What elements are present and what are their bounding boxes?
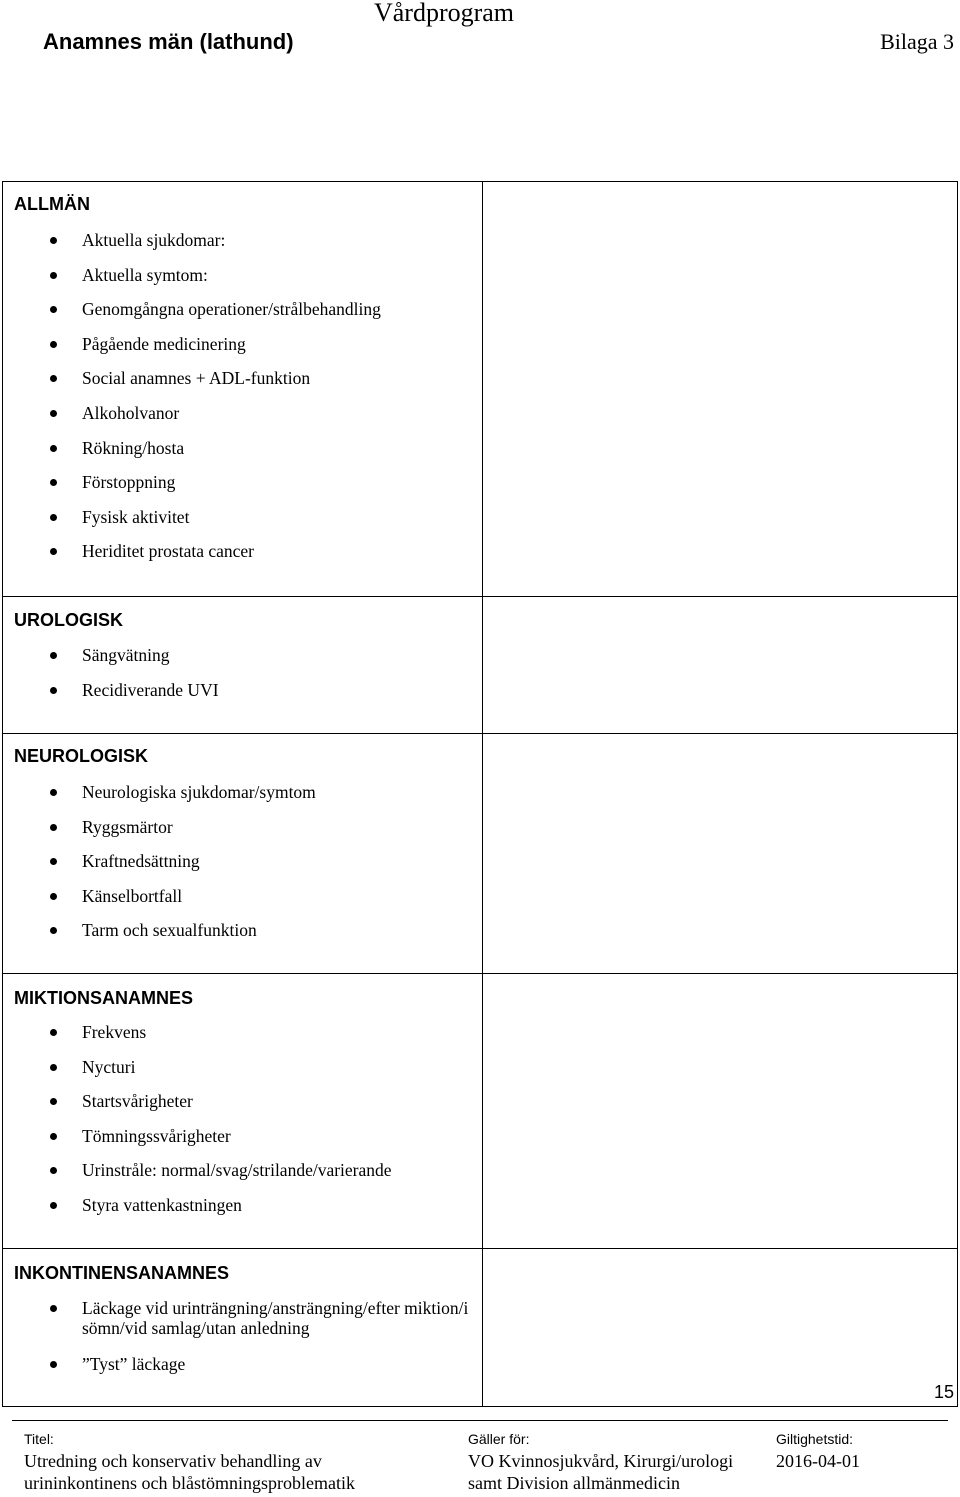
bullet-icon xyxy=(50,1361,57,1368)
list-item xyxy=(3,1022,392,1057)
footer-applies-label: Gäller för: xyxy=(468,1431,530,1447)
footer-title-value xyxy=(24,1450,355,1494)
list-item xyxy=(3,782,316,817)
bullet-icon xyxy=(50,1098,57,1105)
list-item xyxy=(3,1126,392,1161)
item-label: Känselbortfall xyxy=(82,885,183,906)
list-item xyxy=(3,851,316,886)
bullet-icon xyxy=(50,893,57,900)
bullet-icon xyxy=(50,375,57,382)
item-label: Ryggsmärtor xyxy=(82,816,173,837)
item-label: Urinstråle: normal/svag/strilande/varierande xyxy=(82,1160,392,1181)
item-label: Neurologiska sjukdomar/symtom xyxy=(82,782,316,802)
item-label: Rökning/hosta xyxy=(82,437,185,458)
item-label: Genomgångna operationer/strålbehandling xyxy=(82,299,381,320)
item-label: Alkoholvanor xyxy=(82,402,180,423)
item-label: Läckage vid urinträngning/ansträngning/efter miktion/i sömn/vid samlag/utan anledning xyxy=(82,1298,469,1338)
item-label: Aktuella sjukdomar: xyxy=(82,230,226,250)
section-heading: UROLOGISK xyxy=(14,610,124,630)
item-label: Kraftnedsättning xyxy=(82,851,200,872)
bullet-icon xyxy=(50,927,57,934)
list-item xyxy=(3,1160,392,1195)
item-label: ”Tyst” läckage xyxy=(82,1354,186,1374)
item-label: Förstoppning xyxy=(82,472,176,493)
notes-cell[interactable] xyxy=(483,1248,957,1406)
list-item xyxy=(3,886,316,921)
bullet-icon xyxy=(50,687,57,694)
section-heading: INKONTINENSANAMNES xyxy=(14,1263,230,1283)
footer-title-line: urininkontinens och blåstömningsproblematik xyxy=(24,1473,355,1493)
item-list xyxy=(3,1298,473,1389)
section-content xyxy=(3,596,483,733)
list-item xyxy=(3,472,381,507)
bullet-icon xyxy=(50,548,57,555)
notes-cell[interactable] xyxy=(483,733,957,973)
bullet-icon xyxy=(50,1133,57,1140)
list-item xyxy=(3,265,381,300)
list-item xyxy=(3,1354,473,1389)
list-item xyxy=(3,1298,473,1354)
document-title: Anamnes män (lathund) xyxy=(43,29,294,54)
bullet-icon xyxy=(50,1305,57,1312)
item-label: Styra vattenkastningen xyxy=(82,1194,242,1215)
item-label: Startsvårigheter xyxy=(82,1091,193,1112)
footer-validity-label: Giltighetstid: xyxy=(776,1431,854,1447)
item-label: Aktuella symtom: xyxy=(82,264,208,285)
section-heading: NEUROLOGISK xyxy=(14,746,149,766)
footer-title-label: Titel: xyxy=(24,1431,54,1447)
bullet-icon xyxy=(50,789,57,796)
item-label: Tarm och sexualfunktion xyxy=(82,920,257,941)
footer-title-line: Utredning och konservativ behandling av xyxy=(24,1451,322,1471)
list-item xyxy=(3,299,381,334)
list-item xyxy=(3,645,219,680)
section-heading: MIKTIONSANAMNES xyxy=(14,988,193,1008)
list-item xyxy=(3,817,316,852)
item-label: Pågående medicinering xyxy=(82,333,246,354)
item-label: Nycturi xyxy=(82,1056,136,1077)
bullet-icon xyxy=(50,824,57,831)
list-item xyxy=(3,1195,392,1230)
list-item xyxy=(3,334,381,369)
notes-cell[interactable] xyxy=(483,973,957,1248)
notes-cell[interactable] xyxy=(483,596,957,733)
item-label: Sängvätning xyxy=(82,645,170,665)
list-item xyxy=(3,1057,392,1092)
section-allman xyxy=(3,182,957,597)
bullet-icon xyxy=(50,306,57,313)
list-item xyxy=(3,403,381,438)
page-number: 15 xyxy=(933,1382,954,1402)
item-label: Tömningssvårigheter xyxy=(82,1125,231,1146)
section-neurologisk xyxy=(3,733,957,974)
item-label: Fysisk aktivitet xyxy=(82,506,190,527)
document-type: Vårdprogram xyxy=(373,0,515,27)
bullet-icon xyxy=(50,410,57,417)
item-list xyxy=(3,230,381,576)
item-list xyxy=(3,645,219,714)
footer-applies-value xyxy=(468,1450,733,1494)
footer-applies-line: samt Division allmänmedicin xyxy=(468,1473,680,1493)
bullet-icon xyxy=(50,1167,57,1174)
footer-validity-value: 2016-04-01 xyxy=(776,1451,860,1471)
item-list xyxy=(3,1022,392,1230)
section-inkontinensanamnes xyxy=(3,1248,957,1406)
item-label: Recidiverande UVI xyxy=(82,679,219,700)
list-item xyxy=(3,920,316,955)
footer-divider xyxy=(12,1420,948,1421)
list-item xyxy=(3,230,381,265)
list-item xyxy=(3,507,381,542)
list-item xyxy=(3,368,381,403)
anamnes-table xyxy=(2,181,958,1407)
list-item xyxy=(3,541,381,576)
footer-applies-line: VO Kvinnosjukvård, Kirurgi/urologi xyxy=(468,1451,734,1471)
bullet-icon xyxy=(50,237,57,244)
list-item xyxy=(3,438,381,473)
bullet-icon xyxy=(50,652,57,659)
bullet-icon xyxy=(50,514,57,521)
item-label: Social anamnes + ADL-funktion xyxy=(82,368,311,389)
section-urologisk xyxy=(3,596,957,734)
item-list xyxy=(3,782,316,955)
bullet-icon xyxy=(50,1029,57,1036)
appendix-label: Bilaga 3 xyxy=(880,29,954,54)
item-label: Heriditet prostata cancer xyxy=(82,541,254,562)
bullet-icon xyxy=(50,445,57,452)
bullet-icon xyxy=(50,272,57,279)
bullet-icon xyxy=(50,858,57,865)
bullet-icon xyxy=(50,479,57,486)
section-content xyxy=(3,733,483,973)
bullet-icon xyxy=(50,1202,57,1209)
list-item xyxy=(3,680,219,715)
section-content xyxy=(3,1248,483,1406)
bullet-icon xyxy=(50,1064,57,1071)
notes-cell[interactable] xyxy=(483,182,957,596)
section-miktionsanamnes xyxy=(3,973,957,1249)
list-item xyxy=(3,1091,392,1126)
bullet-icon xyxy=(50,341,57,348)
item-label: Frekvens xyxy=(82,1022,147,1042)
section-heading: ALLMÄN xyxy=(14,194,90,214)
section-content xyxy=(3,973,483,1248)
section-content xyxy=(3,182,483,596)
